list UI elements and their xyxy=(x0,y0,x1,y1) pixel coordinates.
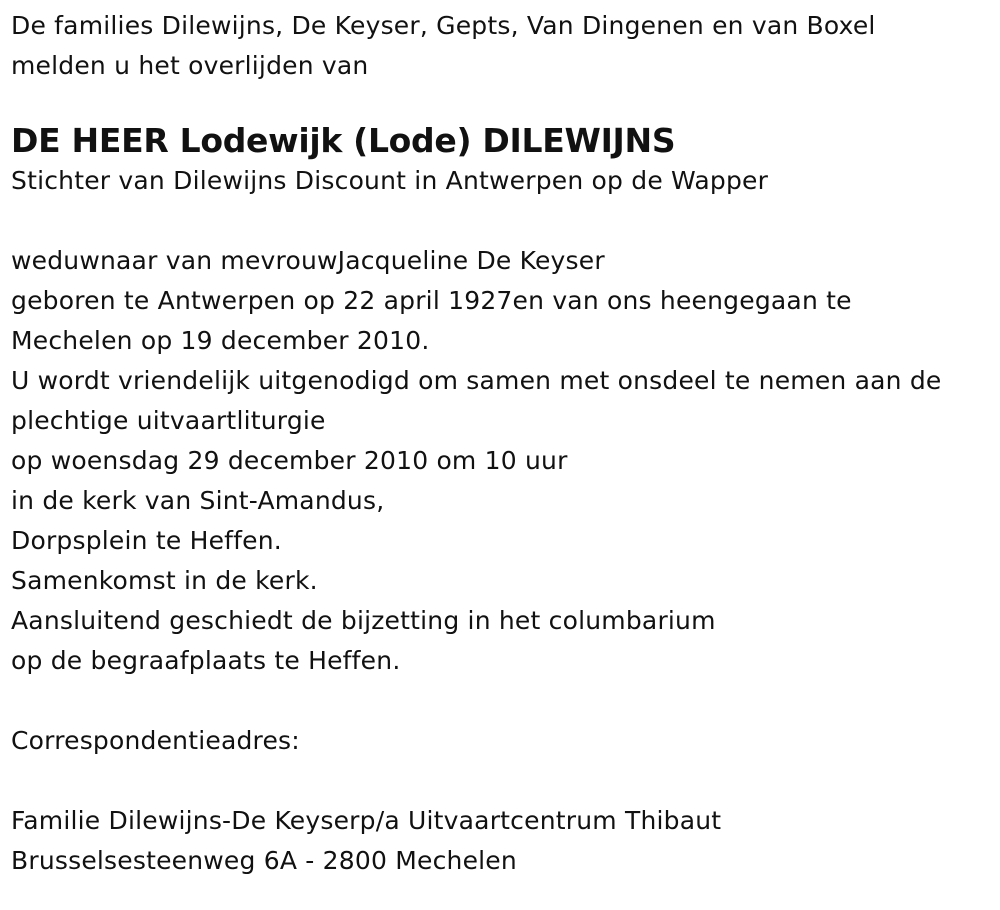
body-line: Samenkomst in de kerk. xyxy=(11,566,318,595)
body-line: U wordt vriendelijk uitgenodigd om samen met onsdeel te nemen aan de xyxy=(11,366,942,395)
body-line: in de kerk van Sint-Amandus, xyxy=(11,486,385,515)
spacer xyxy=(11,86,996,121)
address-line: Familie Dilewijns-De Keyserp/a Uitvaartcentrum Thibaut xyxy=(11,806,722,835)
intro-line: melden u het overlijden van xyxy=(11,51,369,80)
death-notice xyxy=(11,6,996,881)
body-line: Aansluitend geschiedt de bijzetting in het columbarium xyxy=(11,606,716,635)
body-line: op de begraafplaats te Heffen. xyxy=(11,646,401,675)
intro-line: De families Dilewijns, De Keyser, Gepts, Van Dingenen en van Boxel xyxy=(11,11,876,40)
body-line: weduwnaar van mevrouwJacqueline De Keyser xyxy=(11,246,605,275)
address-line: Brusselsesteenweg 6A - 2800 Mechelen xyxy=(11,846,517,875)
deceased-name: DE HEER Lodewijk (Lode) DILEWIJNS xyxy=(11,121,676,160)
spacer xyxy=(11,681,996,721)
spacer xyxy=(11,761,996,801)
correspondence-label: Correspondentieadres: xyxy=(11,726,300,755)
body-line: Dorpsplein te Heffen. xyxy=(11,526,282,555)
deceased-subtitle: Stichter van Dilewijns Discount in Antwerpen op de Wapper xyxy=(11,166,769,195)
body-line: plechtige uitvaartliturgie xyxy=(11,406,326,435)
body-line: geboren te Antwerpen op 22 april 1927en van ons heengegaan te xyxy=(11,286,852,315)
body-line: op woensdag 29 december 2010 om 10 uur xyxy=(11,446,568,475)
spacer xyxy=(11,201,996,241)
body-line: Mechelen op 19 december 2010. xyxy=(11,326,430,355)
